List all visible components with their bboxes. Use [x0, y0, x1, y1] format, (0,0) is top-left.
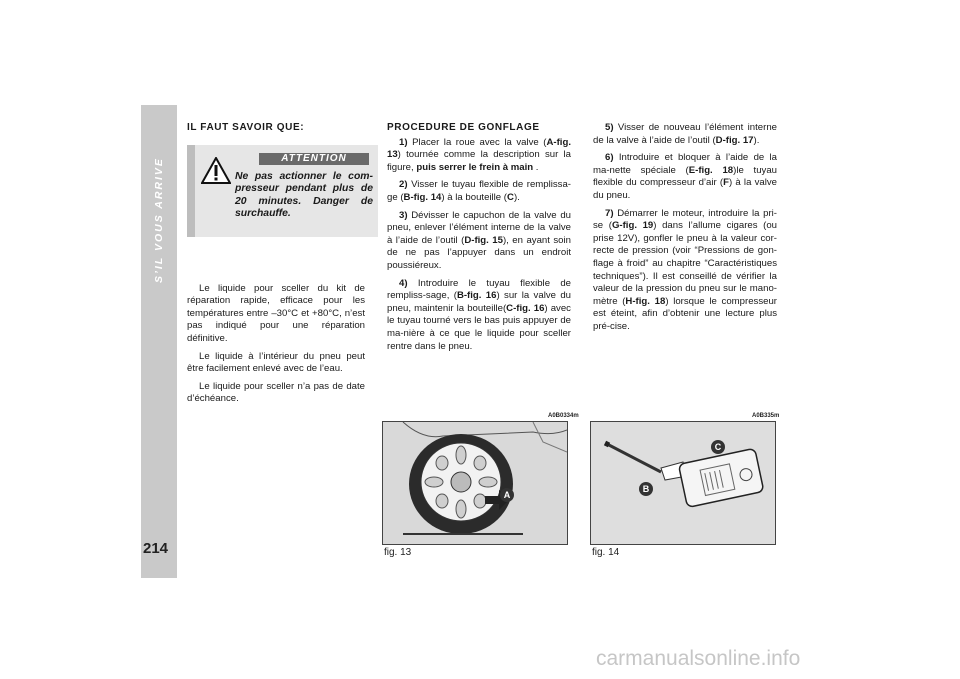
- step-2: 2) Visser le tuyau flexible de remplissa-ge (B-fig. 14) à la bouteille (C).: [387, 179, 571, 203]
- paragraph-2: Le liquide à l’intérieur du pneu peut être facilement enlevé avec de l’eau.: [187, 350, 365, 375]
- label-b-badge: B: [639, 482, 653, 496]
- side-band: [141, 105, 177, 578]
- page-number: 214: [143, 540, 169, 557]
- warning-title: ATTENTION: [259, 153, 369, 165]
- column-2: [387, 122, 571, 358]
- column-3: [593, 122, 777, 339]
- fig13-caption: fig. 13: [384, 547, 412, 558]
- col1-heading: IL FAUT SAVOIR QUE:: [187, 122, 305, 133]
- label-c-badge: C: [711, 440, 725, 454]
- fig14-caption: fig. 14: [592, 547, 620, 558]
- paragraph-1: Le liquide pour sceller du kit de réparation rapide, efficace pour les températures entre –30°C et +80°C, n’est pas indiqué pour une réparation définitive.: [187, 282, 365, 344]
- paragraph-3: Le liquide pour sceller n’a pas de date d’échéance.: [187, 380, 365, 405]
- fig13-code: A0B0334m: [548, 413, 579, 419]
- step-1: 1) Placer la roue avec la valve (A-fig. 13) tournée comme la description sur la figure, puis serrer le frein à main .: [387, 136, 571, 173]
- col2-heading: PROCEDURE DE GONFLAGE: [387, 122, 540, 133]
- watermark: carmanualsonline.info: [596, 647, 801, 670]
- step-3: 3) Dévisser le capuchon de la valve du pneu, enlever l’élément interne de la valve à l’aide de l’outil (D-fig. 15), en ayant soin de ne pas l’appuyer dans un endroit poussiéreux.: [387, 209, 571, 271]
- warning-box: [187, 145, 378, 237]
- bottle-illustration: [591, 422, 775, 544]
- step-6: 6) Introduire et bloquer à l’aide de la ma-nette spéciale (E-fig. 18)le tuyau flexible du compresseur d’air (F) à la valve du pneu.: [593, 152, 777, 201]
- step-4: 4) Introduire le tuyau flexible de rempliss-sage, (B-fig. 16) sur la valve du pneu, maintenir la bouteille(C-fig. 16) avec le tuyau tourné vers le bas puis appuyer de ma-nière à ce que le liquide pour sceller rentre dans le pneu.: [387, 277, 571, 352]
- fig14-illustration: [590, 421, 776, 545]
- fig14-code: A0B335m: [752, 413, 780, 419]
- step-7: 7) Démarrer le moteur, introduire la pri-se (G-fig. 19) dans l’allume cigares (ou prise 12V), gonfler le pneu à la valeur cor-recte de pression (voir “Pressions de gon-flage à froid” au chapitre “Caractéristiques techniques”). Il est conseillé de vérifier la valeur de la pression du pneu sur le mano-mètre (H-fig. 18) lorsque le compresseur est éteint, afin d’obtenir une lecture plus pré-cise.: [593, 207, 777, 332]
- wheel-illustration: [383, 422, 567, 544]
- warning-text: Ne pas actionner le com-presseur pendant plus de 20 minutes. Danger de surchauffe.: [235, 170, 373, 220]
- step-5: 5) Visser de nouveau l’élément interne de la valve à l’aide de l’outil (D-fig. 17).: [593, 122, 777, 146]
- section-title: S’IL VOUS ARRIVE: [153, 157, 165, 283]
- column-1: [187, 122, 373, 411]
- fig13-illustration: [382, 421, 568, 545]
- label-a-badge: A: [500, 488, 514, 502]
